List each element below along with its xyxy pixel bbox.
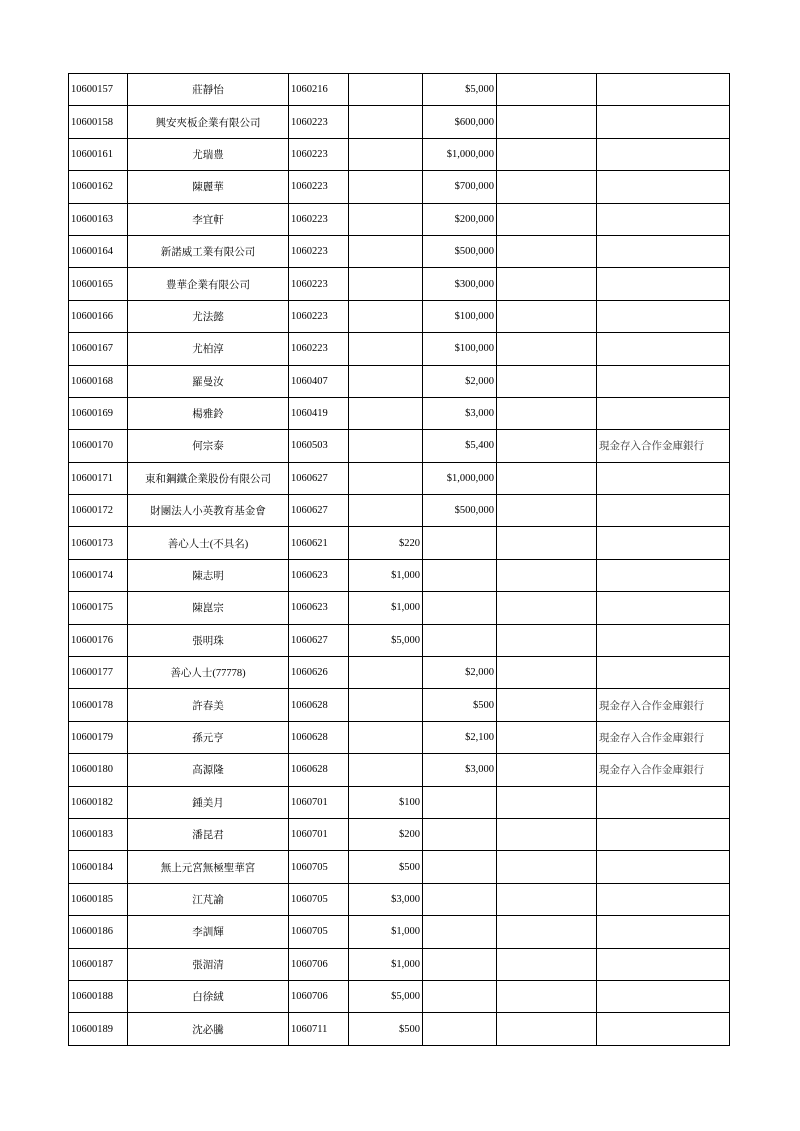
blank-column-cell: [497, 818, 597, 850]
donation-date-cell: 1060223: [289, 300, 349, 332]
remark-cell: [597, 527, 730, 559]
remark-cell: 現金存入合作金庫銀行: [597, 754, 730, 786]
blank-column-cell: [497, 235, 597, 267]
table-row: [69, 462, 730, 494]
table-row: [69, 786, 730, 818]
amount-column-1-cell: $3,000: [349, 883, 423, 915]
blank-column-cell: [497, 138, 597, 170]
amount-column-1-cell: $100: [349, 786, 423, 818]
donor-name-cell: 孫元亨: [128, 721, 289, 753]
donor-name-cell: 李訓輝: [128, 916, 289, 948]
donor-name-cell: 陳志明: [128, 559, 289, 591]
blank-column-cell: [497, 948, 597, 980]
receipt-number-cell: 10600157: [69, 74, 128, 106]
donor-name-cell: 陳麗華: [128, 171, 289, 203]
donation-date-cell: 1060419: [289, 397, 349, 429]
blank-column-cell: [497, 74, 597, 106]
donation-date-cell: 1060223: [289, 333, 349, 365]
remark-cell: [597, 559, 730, 591]
amount-column-2-cell: $500: [423, 689, 497, 721]
amount-column-2-cell: $3,000: [423, 754, 497, 786]
amount-column-1-cell: [349, 430, 423, 462]
amount-column-1-cell: [349, 268, 423, 300]
blank-column-cell: [497, 1013, 597, 1045]
table-row: [69, 171, 730, 203]
blank-column-cell: [497, 397, 597, 429]
amount-column-1-cell: [349, 721, 423, 753]
donor-name-cell: 張明珠: [128, 624, 289, 656]
ledger-body: [69, 74, 730, 1046]
amount-column-2-cell: $100,000: [423, 300, 497, 332]
donor-name-cell: 江芃諭: [128, 883, 289, 915]
receipt-number-cell: 10600189: [69, 1013, 128, 1045]
remark-cell: [597, 592, 730, 624]
remark-cell: [597, 818, 730, 850]
remark-cell: [597, 916, 730, 948]
receipt-number-cell: 10600179: [69, 721, 128, 753]
blank-column-cell: [497, 462, 597, 494]
receipt-number-cell: 10600185: [69, 883, 128, 915]
table-row: [69, 138, 730, 170]
donation-date-cell: 1060706: [289, 948, 349, 980]
donation-date-cell: 1060705: [289, 851, 349, 883]
remark-cell: [597, 333, 730, 365]
amount-column-1-cell: $5,000: [349, 624, 423, 656]
blank-column-cell: [497, 527, 597, 559]
amount-column-1-cell: $500: [349, 1013, 423, 1045]
amount-column-2-cell: $100,000: [423, 333, 497, 365]
amount-column-1-cell: $1,000: [349, 948, 423, 980]
blank-column-cell: [497, 689, 597, 721]
amount-column-2-cell: [423, 851, 497, 883]
amount-column-2-cell: [423, 948, 497, 980]
donor-name-cell: 豊華企業有限公司: [128, 268, 289, 300]
donation-ledger-table: [68, 73, 730, 1046]
blank-column-cell: [497, 657, 597, 689]
donation-date-cell: 1060627: [289, 462, 349, 494]
amount-column-2-cell: $1,000,000: [423, 138, 497, 170]
amount-column-2-cell: $600,000: [423, 106, 497, 138]
donor-name-cell: 李宜軒: [128, 203, 289, 235]
donation-date-cell: 1060223: [289, 138, 349, 170]
receipt-number-cell: 10600167: [69, 333, 128, 365]
amount-column-1-cell: [349, 462, 423, 494]
remark-cell: [597, 948, 730, 980]
donation-date-cell: 1060626: [289, 657, 349, 689]
table-row: [69, 365, 730, 397]
donor-name-cell: 張湄清: [128, 948, 289, 980]
amount-column-2-cell: $2,100: [423, 721, 497, 753]
donation-date-cell: 1060711: [289, 1013, 349, 1045]
amount-column-1-cell: $500: [349, 851, 423, 883]
donation-date-cell: 1060627: [289, 624, 349, 656]
receipt-number-cell: 10600172: [69, 495, 128, 527]
amount-column-2-cell: [423, 818, 497, 850]
donor-name-cell: 許春美: [128, 689, 289, 721]
remark-cell: [597, 138, 730, 170]
receipt-number-cell: 10600169: [69, 397, 128, 429]
donation-date-cell: 1060628: [289, 754, 349, 786]
table-row: [69, 106, 730, 138]
amount-column-1-cell: $1,000: [349, 916, 423, 948]
blank-column-cell: [497, 203, 597, 235]
remark-cell: 現金存入合作金庫銀行: [597, 721, 730, 753]
receipt-number-cell: 10600174: [69, 559, 128, 591]
table-row: [69, 754, 730, 786]
donation-date-cell: 1060223: [289, 171, 349, 203]
donor-name-cell: 潘昆君: [128, 818, 289, 850]
blank-column-cell: [497, 171, 597, 203]
amount-column-2-cell: [423, 1013, 497, 1045]
amount-column-1-cell: [349, 333, 423, 365]
table-row: [69, 430, 730, 462]
donor-name-cell: 尤瑞豊: [128, 138, 289, 170]
amount-column-1-cell: $220: [349, 527, 423, 559]
remark-cell: [597, 1013, 730, 1045]
donation-date-cell: 1060623: [289, 592, 349, 624]
remark-cell: [597, 235, 730, 267]
table-row: [69, 980, 730, 1012]
receipt-number-cell: 10600161: [69, 138, 128, 170]
table-row: [69, 559, 730, 591]
donation-date-cell: 1060503: [289, 430, 349, 462]
table-row: [69, 495, 730, 527]
remark-cell: [597, 106, 730, 138]
donor-name-cell: 尤柏淳: [128, 333, 289, 365]
amount-column-1-cell: $1,000: [349, 559, 423, 591]
blank-column-cell: [497, 851, 597, 883]
donation-date-cell: 1060223: [289, 106, 349, 138]
donation-date-cell: 1060627: [289, 495, 349, 527]
amount-column-2-cell: $2,000: [423, 365, 497, 397]
blank-column-cell: [497, 883, 597, 915]
donor-name-cell: 善心人士(不具名): [128, 527, 289, 559]
blank-column-cell: [497, 916, 597, 948]
table-row: [69, 300, 730, 332]
blank-column-cell: [497, 592, 597, 624]
table-row: [69, 916, 730, 948]
amount-column-1-cell: [349, 138, 423, 170]
receipt-number-cell: 10600183: [69, 818, 128, 850]
amount-column-1-cell: [349, 235, 423, 267]
donation-date-cell: 1060705: [289, 883, 349, 915]
receipt-number-cell: 10600170: [69, 430, 128, 462]
amount-column-2-cell: [423, 559, 497, 591]
amount-column-2-cell: $5,000: [423, 74, 497, 106]
blank-column-cell: [497, 495, 597, 527]
amount-column-2-cell: $2,000: [423, 657, 497, 689]
donor-name-cell: 興安夾板企業有限公司: [128, 106, 289, 138]
donor-name-cell: 高源隆: [128, 754, 289, 786]
blank-column-cell: [497, 754, 597, 786]
receipt-number-cell: 10600188: [69, 980, 128, 1012]
blank-column-cell: [497, 624, 597, 656]
blank-column-cell: [497, 333, 597, 365]
receipt-number-cell: 10600158: [69, 106, 128, 138]
table-row: [69, 268, 730, 300]
remark-cell: [597, 171, 730, 203]
donation-date-cell: 1060701: [289, 786, 349, 818]
amount-column-2-cell: $200,000: [423, 203, 497, 235]
receipt-number-cell: 10600187: [69, 948, 128, 980]
donor-name-cell: 沈必騰: [128, 1013, 289, 1045]
receipt-number-cell: 10600175: [69, 592, 128, 624]
donor-name-cell: 新諾威工業有限公司: [128, 235, 289, 267]
remark-cell: [597, 851, 730, 883]
amount-column-1-cell: [349, 106, 423, 138]
receipt-number-cell: 10600176: [69, 624, 128, 656]
amount-column-1-cell: [349, 397, 423, 429]
receipt-number-cell: 10600168: [69, 365, 128, 397]
donation-date-cell: 1060628: [289, 721, 349, 753]
receipt-number-cell: 10600165: [69, 268, 128, 300]
donation-date-cell: 1060705: [289, 916, 349, 948]
blank-column-cell: [497, 365, 597, 397]
remark-cell: [597, 300, 730, 332]
amount-column-1-cell: $1,000: [349, 592, 423, 624]
donor-name-cell: 羅曼汝: [128, 365, 289, 397]
remark-cell: [597, 624, 730, 656]
table-row: [69, 235, 730, 267]
donor-name-cell: 莊靜怡: [128, 74, 289, 106]
donation-date-cell: 1060701: [289, 818, 349, 850]
receipt-number-cell: 10600184: [69, 851, 128, 883]
blank-column-cell: [497, 430, 597, 462]
remark-cell: [597, 74, 730, 106]
receipt-number-cell: 10600162: [69, 171, 128, 203]
receipt-number-cell: 10600182: [69, 786, 128, 818]
amount-column-2-cell: [423, 624, 497, 656]
amount-column-2-cell: [423, 883, 497, 915]
remark-cell: [597, 883, 730, 915]
remark-cell: [597, 657, 730, 689]
donor-name-cell: 尤法懿: [128, 300, 289, 332]
table-row: [69, 397, 730, 429]
table-row: [69, 203, 730, 235]
table-row: [69, 74, 730, 106]
table-row: [69, 689, 730, 721]
donation-date-cell: 1060216: [289, 74, 349, 106]
blank-column-cell: [497, 300, 597, 332]
blank-column-cell: [497, 786, 597, 818]
receipt-number-cell: 10600173: [69, 527, 128, 559]
donor-name-cell: 何宗泰: [128, 430, 289, 462]
amount-column-2-cell: [423, 592, 497, 624]
donation-date-cell: 1060628: [289, 689, 349, 721]
amount-column-2-cell: $500,000: [423, 495, 497, 527]
donation-date-cell: 1060621: [289, 527, 349, 559]
blank-column-cell: [497, 559, 597, 591]
amount-column-1-cell: $200: [349, 818, 423, 850]
amount-column-1-cell: [349, 171, 423, 203]
donor-name-cell: 白徐絨: [128, 980, 289, 1012]
donor-name-cell: 東和鋼鐵企業股份有限公司: [128, 462, 289, 494]
receipt-number-cell: 10600163: [69, 203, 128, 235]
blank-column-cell: [497, 980, 597, 1012]
donor-name-cell: 財團法人小英教育基金會: [128, 495, 289, 527]
donation-date-cell: 1060623: [289, 559, 349, 591]
table-row: [69, 592, 730, 624]
table-row: [69, 883, 730, 915]
remark-cell: [597, 203, 730, 235]
amount-column-1-cell: [349, 495, 423, 527]
donor-name-cell: 楊雅鈴: [128, 397, 289, 429]
amount-column-2-cell: $700,000: [423, 171, 497, 203]
remark-cell: [597, 268, 730, 300]
blank-column-cell: [497, 106, 597, 138]
remark-cell: [597, 495, 730, 527]
remark-cell: [597, 365, 730, 397]
donor-name-cell: 善心人士(77778): [128, 657, 289, 689]
amount-column-2-cell: $500,000: [423, 235, 497, 267]
receipt-number-cell: 10600186: [69, 916, 128, 948]
amount-column-1-cell: [349, 754, 423, 786]
remark-cell: 現金存入合作金庫銀行: [597, 430, 730, 462]
table-row: [69, 657, 730, 689]
amount-column-1-cell: $5,000: [349, 980, 423, 1012]
amount-column-1-cell: [349, 689, 423, 721]
receipt-number-cell: 10600178: [69, 689, 128, 721]
table-row: [69, 624, 730, 656]
donation-date-cell: 1060223: [289, 235, 349, 267]
donation-date-cell: 1060407: [289, 365, 349, 397]
receipt-number-cell: 10600177: [69, 657, 128, 689]
table-row: [69, 527, 730, 559]
blank-column-cell: [497, 721, 597, 753]
table-row: [69, 1013, 730, 1045]
amount-column-2-cell: [423, 786, 497, 818]
remark-cell: 現金存入合作金庫銀行: [597, 689, 730, 721]
amount-column-2-cell: [423, 527, 497, 559]
amount-column-2-cell: $1,000,000: [423, 462, 497, 494]
receipt-number-cell: 10600164: [69, 235, 128, 267]
donor-name-cell: 陳崑宗: [128, 592, 289, 624]
amount-column-1-cell: [349, 300, 423, 332]
amount-column-2-cell: $5,400: [423, 430, 497, 462]
table-row: [69, 333, 730, 365]
receipt-number-cell: 10600180: [69, 754, 128, 786]
donation-date-cell: 1060223: [289, 203, 349, 235]
receipt-number-cell: 10600166: [69, 300, 128, 332]
amount-column-1-cell: [349, 657, 423, 689]
donor-name-cell: 無上元宮無極聖華宮: [128, 851, 289, 883]
remark-cell: [597, 462, 730, 494]
remark-cell: [597, 980, 730, 1012]
amount-column-2-cell: [423, 916, 497, 948]
amount-column-2-cell: $300,000: [423, 268, 497, 300]
amount-column-2-cell: [423, 980, 497, 1012]
table-row: [69, 721, 730, 753]
donor-name-cell: 鍾美月: [128, 786, 289, 818]
blank-column-cell: [497, 268, 597, 300]
table-row: [69, 818, 730, 850]
amount-column-2-cell: $3,000: [423, 397, 497, 429]
donation-date-cell: 1060706: [289, 980, 349, 1012]
receipt-number-cell: 10600171: [69, 462, 128, 494]
table-row: [69, 948, 730, 980]
remark-cell: [597, 397, 730, 429]
donation-date-cell: 1060223: [289, 268, 349, 300]
amount-column-1-cell: [349, 365, 423, 397]
table-row: [69, 851, 730, 883]
amount-column-1-cell: [349, 74, 423, 106]
amount-column-1-cell: [349, 203, 423, 235]
remark-cell: [597, 786, 730, 818]
